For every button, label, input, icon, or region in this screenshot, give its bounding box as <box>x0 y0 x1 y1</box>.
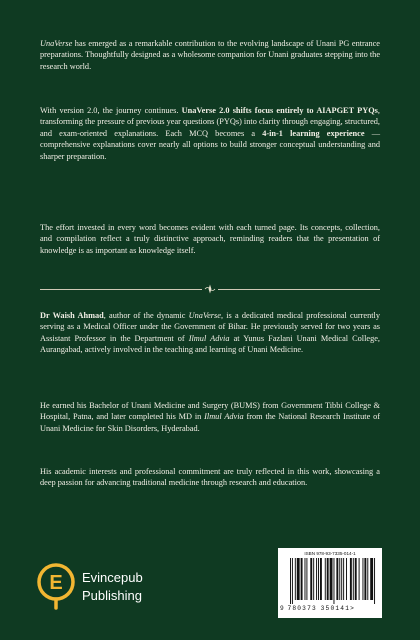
author-p1-c: at Yunus Fazlani Unani Medical College, Aurangabad, actively involved in the teaching and learning of Unani Medicine. <box>40 333 381 355</box>
author-p2-b: from the National Research Institute of Unani Medicine for Skin Disorders, Hyderabad. <box>40 412 380 433</box>
publisher-e-mark-icon <box>36 562 76 610</box>
intro-paragraph-3: The effort invested in every word becomes evident with each turned page. Its concepts, collection, and compilation reflect a truly distinctive approach, reminding readers that the presentation of knowledge is as important as knowledge itself. <box>40 223 380 255</box>
barcode-bar <box>350 558 352 600</box>
publisher-logo <box>36 562 176 612</box>
barcode-bars <box>290 558 376 604</box>
intro-p1-text: has emerged as a remarkable contribution to the evolving landscape of Unani PG entrance preparations. Thoughtfully designed as a wholesome companion for Unani graduates stepping into the research world. <box>40 39 380 71</box>
isbn-number: ISBN 978-93-7335-014-1 <box>304 551 356 556</box>
barcode-bar <box>341 558 342 600</box>
barcode-bar <box>336 558 338 600</box>
barcode-bar <box>353 558 354 600</box>
intro-p2-mid: , transforming the pressure of previous year questions (PYQs) into clarity through engaging, structured, and exam-oriented explanations. Each MCQ becomes a <box>40 106 380 138</box>
barcode-bar <box>292 558 293 604</box>
barcode-bar <box>343 558 344 600</box>
barcode-bar <box>301 558 303 600</box>
barcode-bar <box>355 558 357 600</box>
barcode-bar <box>318 558 319 600</box>
barcode-bar <box>362 558 363 600</box>
intro-p2-bold-focus: UnaVerse 2.0 shifts focus entirely to AIAPGET PYQs <box>181 106 378 115</box>
barcode-bar <box>290 558 291 604</box>
barcode-bar <box>310 558 312 600</box>
barcode-bar <box>327 558 329 600</box>
author-paragraph-3: His academic interests and professional commitment are truly reflected in this work, showcasing a deep passion for advancing traditional medicine through research and education. <box>40 467 380 488</box>
ornament-divider <box>40 284 380 294</box>
title-unaverse: UnaVerse <box>40 39 73 48</box>
publisher-name-line2: Publishing <box>82 588 142 603</box>
intro-paragraph-1 <box>40 38 380 72</box>
author-p1-a: , author of the dynamic <box>103 311 189 320</box>
barcode-group1: 780373 <box>287 605 317 612</box>
barcode-bar <box>374 558 375 604</box>
isbn-barcode <box>278 548 382 618</box>
barcode-group2: 350141 <box>320 605 351 612</box>
barcode-bar <box>320 558 322 600</box>
barcode-bar <box>333 558 334 604</box>
barcode-bar <box>364 558 366 600</box>
barcode-bar <box>325 558 326 600</box>
intro-p2-bold-4in1: 4-in-1 learning experience <box>262 128 365 138</box>
author-paragraph-1 <box>40 310 380 356</box>
publisher-mark-letter: E <box>49 572 63 594</box>
divider-line-right <box>218 289 380 290</box>
intro-paragraph-2 <box>40 105 380 162</box>
barcode-lead-digit: 9 <box>280 605 284 612</box>
intro-p2-lead: With version 2.0, the journey continues. <box>40 106 182 115</box>
author-paragraph-2 <box>40 400 380 434</box>
author-p2-a: He earned his Bachelor of Unani Medicine and Surgery (BUMS) from Government Tibbi College & Hospital, Patna, and later completed his MD in <box>40 401 380 422</box>
barcode-bar <box>339 558 340 600</box>
barcode-bar <box>370 558 373 600</box>
barcode-bar <box>316 558 317 600</box>
barcode-bar <box>306 558 307 600</box>
author-p2-dept: Ilmul Advia <box>204 412 244 422</box>
publisher-name-line1: Evincepub <box>82 570 143 585</box>
intro-p2-tail: — comprehensive explanations cover nearly all options to build stronger conceptual understanding and sharper preparation. <box>40 128 381 161</box>
barcode-digits <box>280 605 380 612</box>
barcode-bar <box>330 558 333 600</box>
barcode-bar <box>313 558 314 600</box>
author-p1-b: , is a dedicated medical professional currently serving as a Medical Officer under the Government of Bihar. He previously served for two years as Assistant Professor in the Department of <box>40 311 381 343</box>
barcode-bar <box>304 558 305 600</box>
author-name: Dr Waish Ahmad <box>40 311 104 320</box>
fleuron-icon <box>204 284 216 294</box>
barcode-bar <box>295 558 296 600</box>
barcode-bar <box>297 558 300 600</box>
barcode-bar <box>346 558 347 600</box>
divider-line-left <box>40 289 202 290</box>
barcode-bar <box>367 558 368 600</box>
author-p1-dept: Ilmul Advia <box>188 333 230 343</box>
barcode-tail: > <box>350 605 354 612</box>
author-p1-title: UnaVerse <box>188 311 221 320</box>
barcode-bar <box>359 558 360 600</box>
